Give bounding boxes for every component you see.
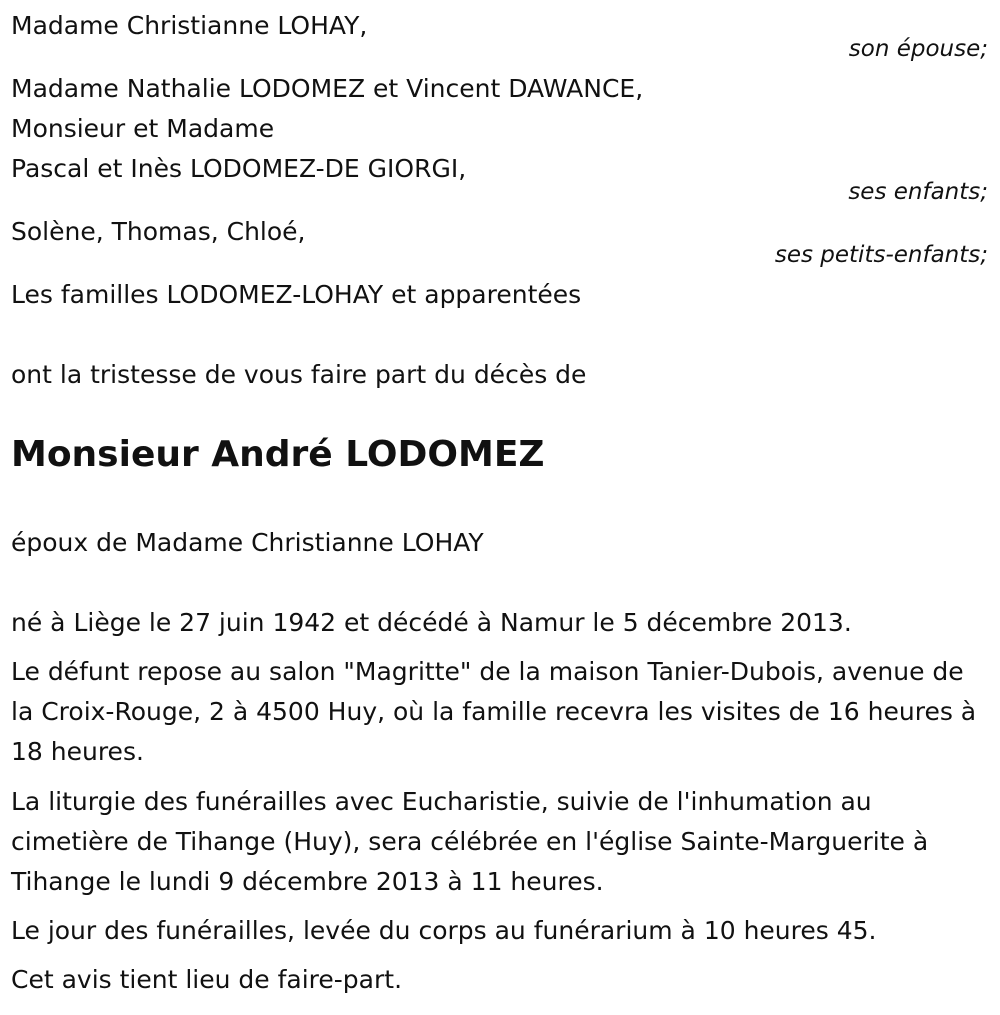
- spouse-role: son épouse;: [848, 36, 988, 62]
- notice-text: Cet avis tient lieu de faire-part.: [11, 965, 403, 994]
- birth-death-text: né à Liège le 27 juin 1942 et décédé à Namur le 5 décembre 2013.: [11, 608, 852, 637]
- related-families: Les familles LODOMEZ-LOHAY et apparentées: [11, 280, 582, 309]
- child-line-3: Pascal et Inès LODOMEZ-DE GIORGI,: [11, 154, 467, 183]
- announcement-text: ont la tristesse de vous faire part du décès de: [11, 360, 587, 389]
- grandchildren-role: ses petits-enfants;: [774, 242, 988, 268]
- child-line-1: Madame Nathalie LODOMEZ et Vincent DAWANCE,: [11, 74, 644, 103]
- liturgy-paragraph: La liturgie des funérailles avec Eucharistie, suivie de l'inhumation au cimetière de Tihange (Huy), sera célébrée en l'église Sainte-Marguerite à Tihange le lundi 9 décembre 2013 à 11 heures.: [11, 787, 929, 896]
- deceased-name: Monsieur André LODOMEZ: [11, 434, 545, 475]
- levee-text: Le jour des funérailles, levée du corps au funérarium à 10 heures 45.: [11, 916, 877, 945]
- grandchildren-names: Solène, Thomas, Chloé,: [11, 217, 306, 246]
- child-line-2: Monsieur et Madame: [11, 114, 275, 143]
- repose-paragraph: Le défunt repose au salon "Magritte" de la maison Tanier-Dubois, avenue de la Croix-Rouge, 2 à 4500 Huy, où la famille recevra les visites de 16 heures à 18 heures.: [11, 657, 977, 766]
- children-role: ses enfants;: [848, 179, 988, 205]
- spouse-name: Madame Christianne LOHAY,: [11, 11, 368, 40]
- spouse-of-text: époux de Madame Christianne LOHAY: [11, 528, 484, 557]
